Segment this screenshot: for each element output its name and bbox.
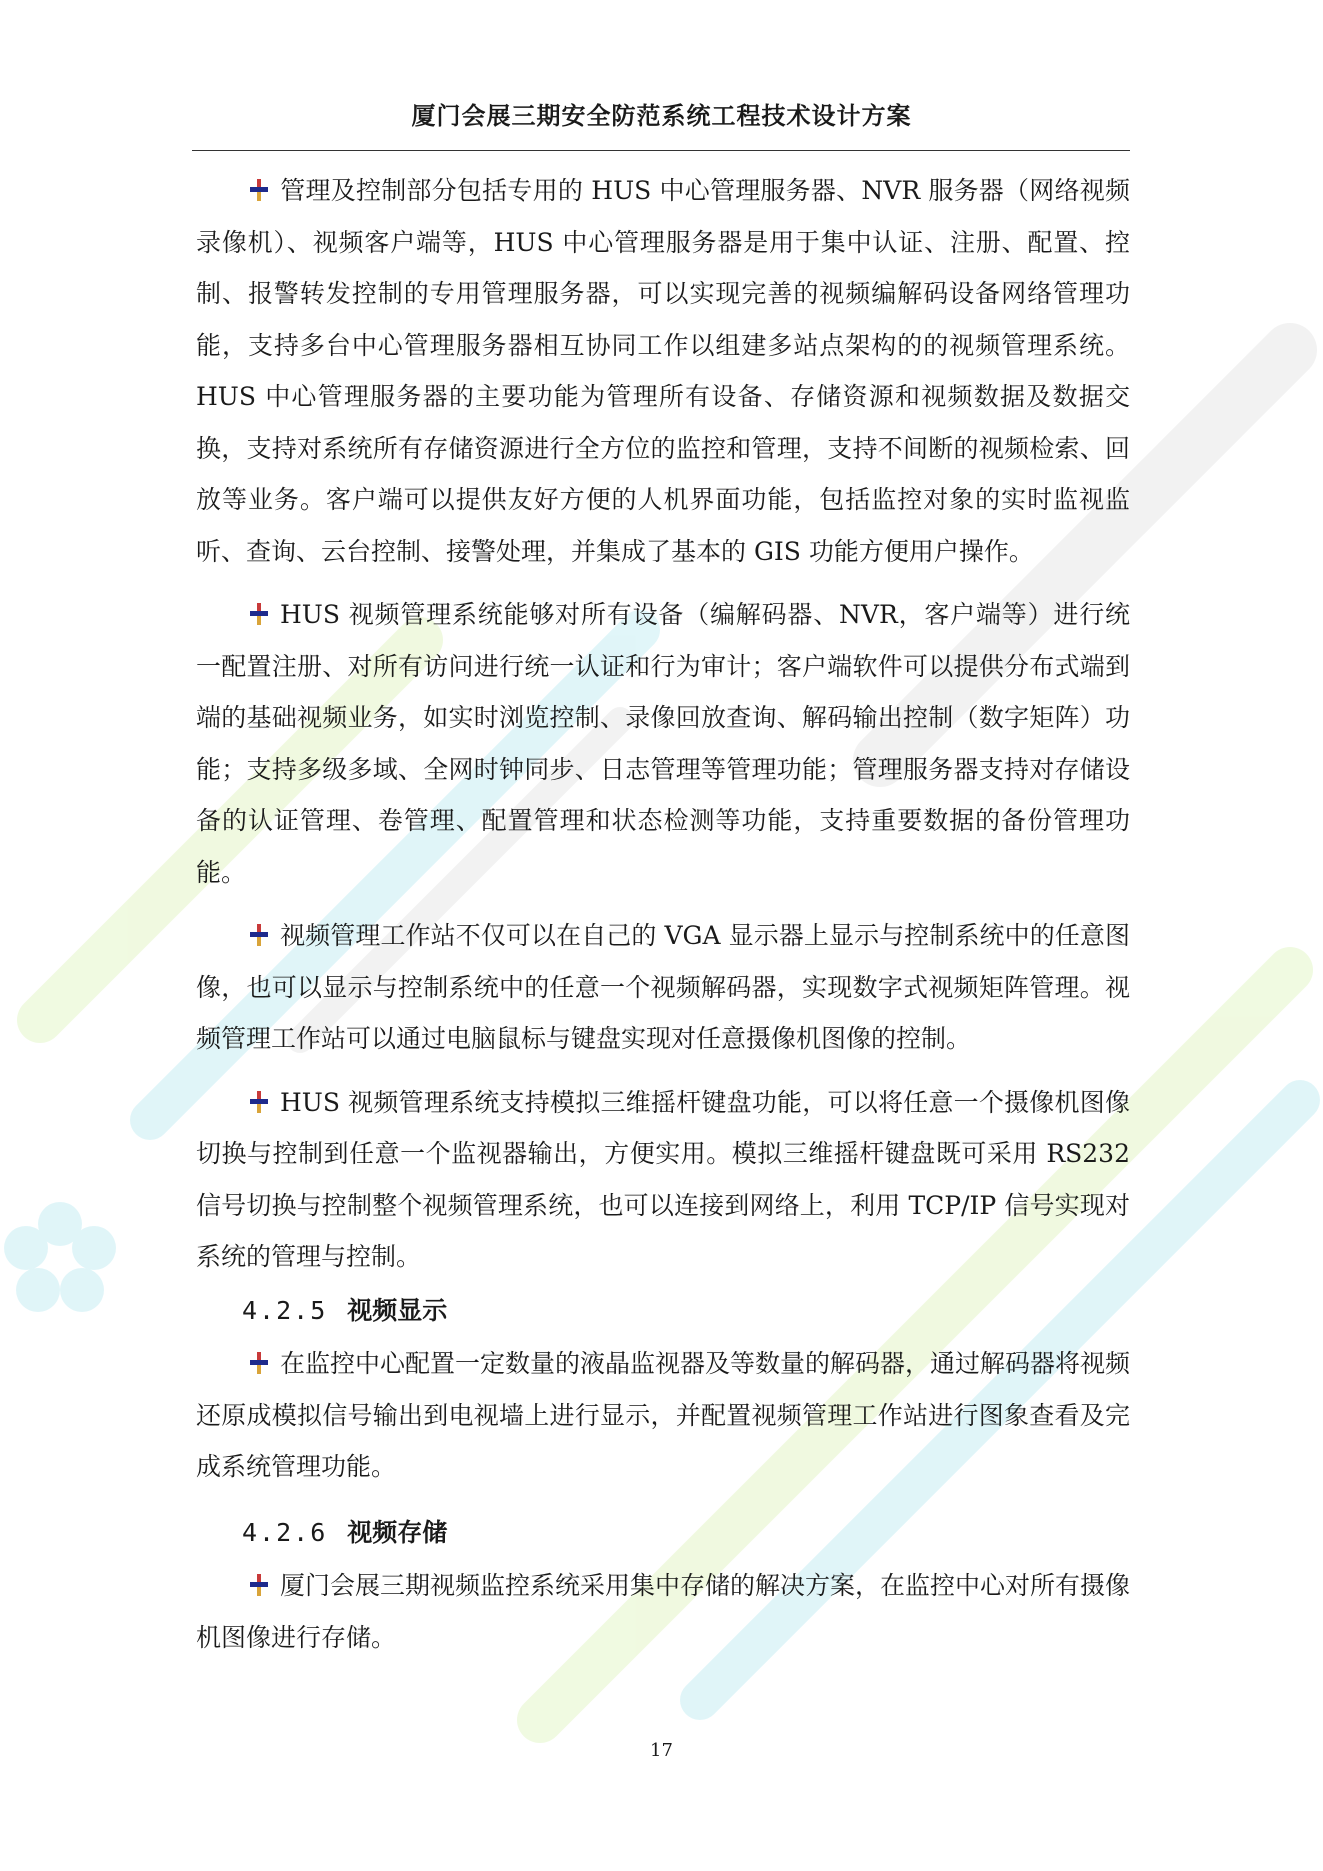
paragraph	[196, 1560, 1130, 1663]
paragraph-text: 在监控中心配置一定数量的液晶监视器及等数量的解码器，通过解码器将视频还原成模拟信号输出到电视墙上进行显示，并配置视频管理工作站进行图象查看及完成系统管理功能。	[196, 1349, 1131, 1481]
colored-pin-bullet-icon	[248, 1574, 270, 1596]
section-number: 4.2.6	[242, 1517, 328, 1547]
colored-pin-bullet-icon	[248, 603, 270, 625]
colored-pin-bullet-icon	[248, 924, 270, 946]
header-divider	[192, 150, 1130, 151]
section-title: 视频显示	[347, 1295, 448, 1325]
colored-pin-bullet-icon	[248, 1352, 270, 1374]
section-title: 视频存储	[347, 1517, 448, 1547]
flower-logo-icon	[4, 1202, 116, 1312]
paragraph	[196, 1338, 1130, 1493]
paragraph	[196, 165, 1130, 577]
paragraph	[196, 910, 1130, 1065]
paragraph-text: HUS 视频管理系统能够对所有设备（编解码器、NVR，客户端等）进行统一配置注册、对所有访问进行统一认证和行为审计；客户端软件可以提供分布式端到端的基础视频业务，如实时浏览控制、录像回放查询、解码输出控制（数字矩阵）功能；支持多级多域、全网时钟同步、日志管理等管理功能；管理服务器支持对存储设备的认证管理、卷管理、配置管理和状态检测等功能，支持重要数据的备份管理功能。	[196, 600, 1130, 887]
section-heading-4-2-6	[242, 1507, 1130, 1559]
section-number: 4.2.5	[242, 1295, 328, 1325]
section-heading-4-2-5	[242, 1285, 1130, 1337]
paragraph	[196, 589, 1130, 898]
page-number: 17	[650, 1740, 673, 1761]
paragraph-text: HUS 视频管理系统支持模拟三维摇杆键盘功能，可以将任意一个摄像机图像切换与控制到任意一个监视器输出，方便实用。模拟三维摇杆键盘既可采用 RS232 信号切换与控制整个视频管理系统，也可以连接到网络上，利用 TCP/IP 信号实现对系统的管理与控制。	[196, 1087, 1130, 1271]
paragraph-text: 厦门会展三期视频监控系统采用集中存储的解决方案，在监控中心对所有摄像机图像进行存储。	[196, 1571, 1131, 1652]
colored-pin-bullet-icon	[248, 1091, 270, 1113]
document-header-title: 厦门会展三期安全防范系统工程技术设计方案	[411, 101, 912, 130]
paragraph-text: 管理及控制部分包括专用的 HUS 中心管理服务器、NVR 服务器（网络视频录像机）、视频客户端等，HUS 中心管理服务器是用于集中认证、注册、配置、控制、报警转发控制的专用管理服务器，可以实现完善的视频编解码设备网络管理功能，支持多台中心管理服务器相互协同工作以组建多站点架构的的视频管理系统。HUS 中心管理服务器的主要功能为管理所有设备、存储资源和视频数据及数据交换，支持对系统所有存储资源进行全方位的监控和管理，支持不间断的视频检索、回放等业务。客户端可以提供友好方便的人机界面功能，包括监控对象的实时监视监听、查询、云台控制、接警处理，并集成了基本的 GIS 功能方便用户操作。	[196, 176, 1130, 566]
paragraph-text: 视频管理工作站不仅可以在自己的 VGA 显示器上显示与控制系统中的任意图像，也可以显示与控制系统中的任意一个视频解码器，实现数字式视频矩阵管理。视频管理工作站可以通过电脑鼠标与键盘实现对任意摄像机图像的控制。	[196, 921, 1130, 1053]
document-body	[196, 165, 1130, 1665]
paragraph	[196, 1077, 1130, 1283]
colored-pin-bullet-icon	[248, 179, 270, 201]
